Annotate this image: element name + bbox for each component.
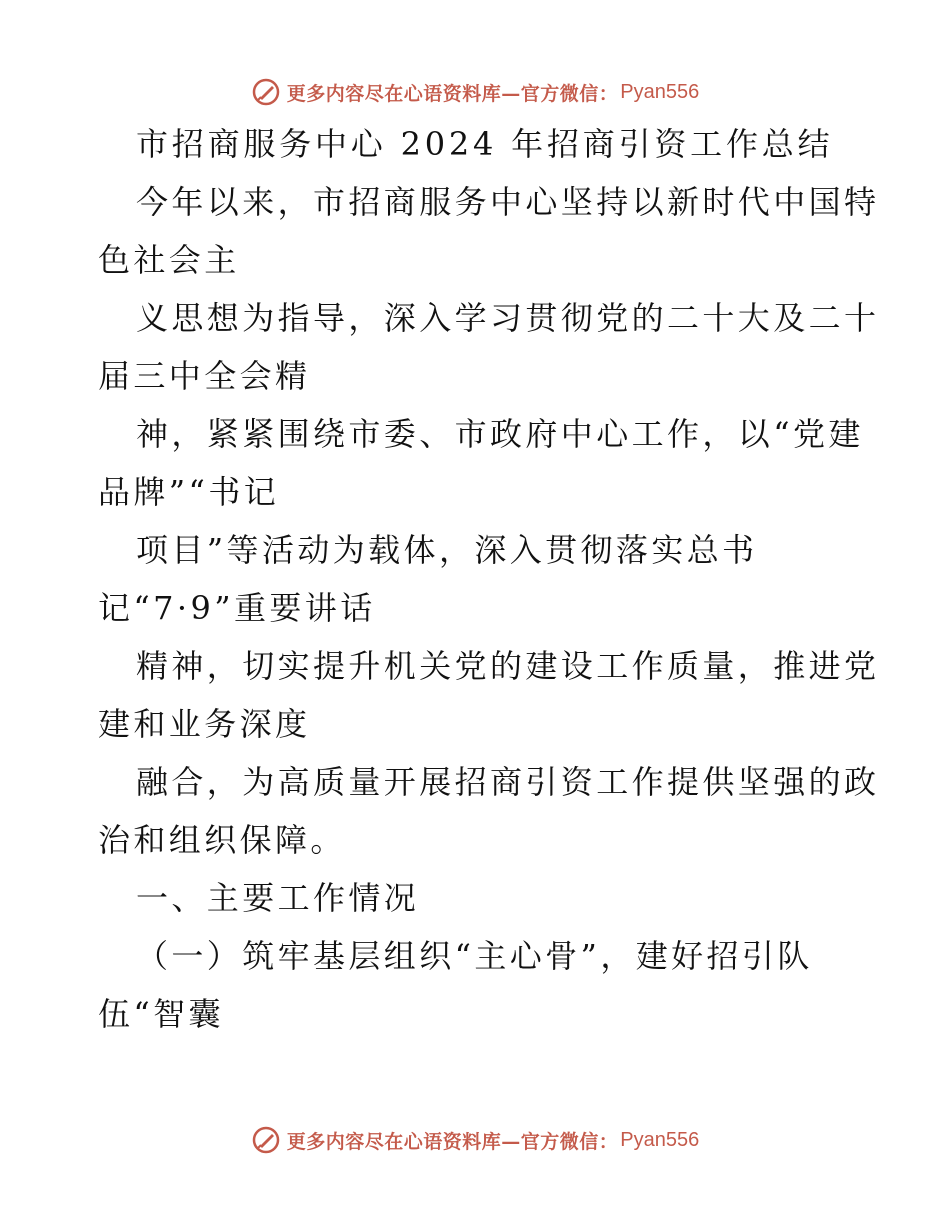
paragraph-line: 建和业务深度 — [98, 705, 311, 743]
document-body — [98, 122, 880, 1050]
quill-logo-icon — [251, 77, 281, 107]
header-watermark — [0, 72, 950, 112]
footer-watermark — [0, 1120, 950, 1160]
paragraph-line: 今年以来，市招商服务中心坚持以新时代中国特 — [136, 183, 880, 221]
paragraph-line: 项目”等活动为载体，深入贯彻落实总书 — [136, 531, 758, 569]
watermark-id: Pyan556 — [620, 1128, 700, 1151]
paragraph-line: 义思想为指导，深入学习贯彻党的二十大及二十 — [136, 299, 880, 337]
paragraph-line: 神，紧紧围绕市委、市政府中心工作，以“党建 — [136, 415, 864, 453]
quill-logo-icon — [251, 1125, 281, 1155]
paragraph-line: 治和组织保障。 — [98, 821, 346, 859]
watermark-id: Pyan556 — [620, 80, 700, 103]
paragraph-line: 伍“智囊 — [98, 995, 224, 1033]
paragraph-line: 品牌”“书记 — [98, 473, 280, 511]
paragraph-line: 届三中全会精 — [98, 357, 311, 395]
paragraph-line: 融合，为高质量开展招商引资工作提供坚强的政 — [136, 763, 880, 801]
watermark-text: 更多内容尽在心语资料库—官方微信： — [286, 1130, 619, 1153]
paragraph-line: 记“7·9”重要讲话 — [98, 589, 376, 627]
paragraph-line: 精神，切实提升机关党的建设工作质量，推进党 — [136, 647, 880, 685]
paragraph-line: 色社会主 — [98, 241, 240, 279]
watermark-text: 更多内容尽在心语资料库—官方微信： — [286, 82, 619, 105]
section-heading: 一、主要工作情况 — [136, 879, 420, 917]
subsection-heading: （一）筑牢基层组织“主心骨”，建好招引队 — [136, 937, 813, 975]
document-title: 市招商服务中心 2024 年招商引资工作总结 — [136, 125, 834, 163]
